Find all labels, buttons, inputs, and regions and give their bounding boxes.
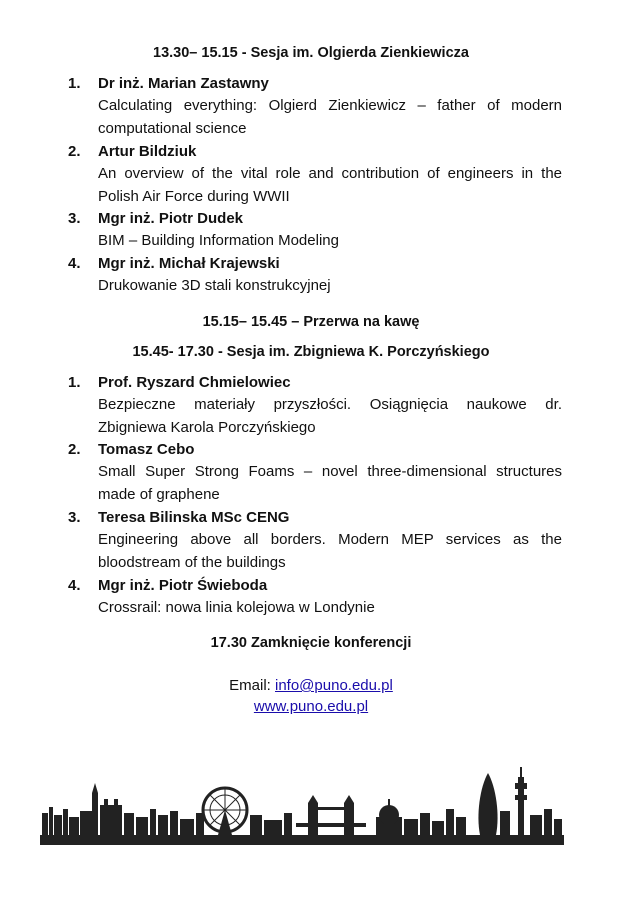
break-heading: 15.15– 15.45 – Przerwa na kawę: [202, 314, 420, 330]
email-line: [0, 675, 622, 696]
speaker-name: Mgr inż. Michał Krajewski: [98, 255, 280, 272]
item-number: 3.: [68, 509, 81, 526]
closing-heading: 17.30 Zamknięcie konferencji: [210, 635, 412, 651]
item-number: 4.: [68, 255, 81, 272]
talk-title: Crossrail: nowa linia kolejowa w Londynie: [98, 599, 375, 616]
speaker-name: Mgr inż. Piotr Świeboda: [98, 577, 268, 594]
email-link[interactable]: info@puno.edu.pl: [275, 677, 393, 694]
speaker-name: Artur Bildziuk: [98, 143, 197, 160]
talk-title: Small Super Strong Foams – novel three-dimensional structures made of graphene: [98, 463, 562, 503]
speaker-name: Tomasz Cebo: [98, 441, 195, 458]
london-skyline-icon: [40, 765, 564, 850]
speaker-name: Prof. Ryszard Chmielowiec: [98, 374, 291, 391]
item-number: 2.: [68, 143, 81, 160]
speaker-name: Dr inż. Marian Zastawny: [98, 75, 269, 92]
talk-title: Drukowanie 3D stali konstrukcyjnej: [98, 277, 331, 294]
session-1-heading: 13.30– 15.15 - Sesja im. Olgierda Zienkiewicza: [153, 45, 469, 61]
item-number: 3.: [68, 210, 81, 227]
email-label: Email:: [229, 677, 275, 694]
session-2-heading: 15.45- 17.30 - Sesja im. Zbigniewa K. Porczyńskiego: [132, 344, 490, 360]
talk-title: An overview of the vital role and contribution of engineers in the Polish Air Force during WWII: [98, 165, 562, 205]
talk-title: Engineering above all borders. Modern MEP services as the bloodstream of the buildings: [98, 531, 562, 571]
item-number: 2.: [68, 441, 81, 458]
item-number: 1.: [68, 374, 81, 391]
item-number: 4.: [68, 577, 81, 594]
item-number: 1.: [68, 75, 81, 92]
talk-title: Bezpieczne materiały przyszłości. Osiągnięcia naukowe dr. Zbigniewa Karola Porczyńskiego: [98, 396, 562, 436]
talk-title: BIM – Building Information Modeling: [98, 232, 339, 249]
website-link[interactable]: www.puno.edu.pl: [253, 698, 369, 715]
speaker-name: Teresa Bilinska MSc CENG: [98, 509, 290, 526]
speaker-name: Mgr inż. Piotr Dudek: [98, 210, 244, 227]
website-line: [0, 696, 622, 717]
talk-title: Calculating everything: Olgierd Zienkiewicz – father of modern computational science: [98, 97, 562, 137]
